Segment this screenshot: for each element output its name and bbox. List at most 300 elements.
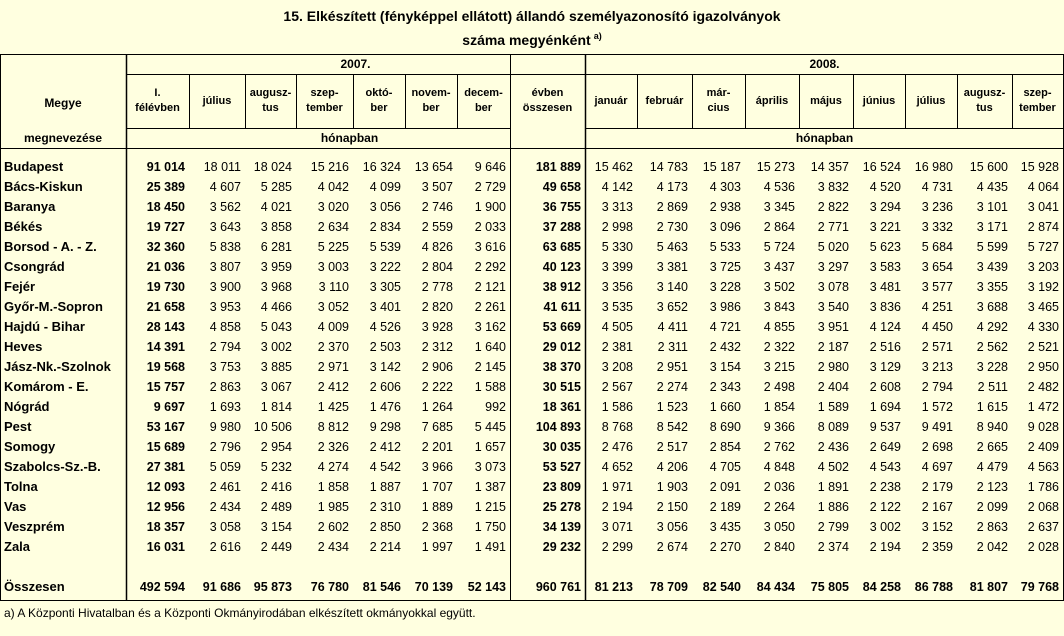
first-half-value: 12 956 (146, 500, 185, 514)
month-value: 2 461 (209, 480, 241, 494)
first-half-value: 21 036 (146, 260, 185, 274)
month-value: 4 274 (317, 460, 349, 474)
month-value: 2 794 (921, 380, 953, 394)
month-value: 1 615 (976, 400, 1008, 414)
month-value: 1 660 (709, 400, 741, 414)
month-value: 3 832 (817, 180, 849, 194)
month-2008-header-text: február (645, 94, 684, 107)
month-value: 2 409 (1027, 440, 1059, 454)
month-value: 3 222 (369, 260, 401, 274)
first-half-value: 19 568 (146, 360, 185, 374)
month-value: 2 434 (209, 500, 241, 514)
month-value: 5 330 (601, 240, 633, 254)
month-value: 3 507 (421, 180, 453, 194)
month-value: 2 434 (317, 540, 349, 554)
honapban-2007-header-text: hónapban (320, 130, 379, 145)
month-value: 3 002 (260, 340, 292, 354)
month-value: 16 324 (362, 160, 401, 174)
first-half-value: 27 381 (146, 460, 185, 474)
month-value: 2 274 (656, 380, 688, 394)
megye-header: Megye (44, 95, 82, 110)
month-value: 4 848 (763, 460, 795, 474)
month-value: 1 889 (421, 500, 453, 514)
table-row (0, 197, 1064, 217)
first-half-value: 15 757 (146, 380, 185, 394)
month-value: 9 491 (921, 420, 953, 434)
month-value: 4 855 (763, 320, 795, 334)
month-value: 84 258 (862, 580, 901, 594)
month-value: 78 709 (649, 580, 688, 594)
month-value: 2 608 (869, 380, 901, 394)
first-half-header (126, 74, 189, 128)
month-value: 2 906 (421, 360, 453, 374)
month-value: 1 264 (421, 400, 453, 414)
month-value: 5 232 (260, 460, 292, 474)
county-name: Nógrád (4, 399, 50, 414)
month-value: 5 623 (869, 240, 901, 254)
month-value: 3 836 (869, 300, 901, 314)
year-total-value: 40 123 (542, 260, 581, 274)
month-2008-header-text: cius (707, 102, 730, 114)
month-2007-header (189, 74, 245, 128)
month-value: 2 179 (921, 480, 953, 494)
year-total-value: 37 288 (542, 220, 581, 234)
month-value: 2 517 (656, 440, 688, 454)
month-value: 2 606 (369, 380, 401, 394)
month-value: 2 404 (817, 380, 849, 394)
month-value: 81 546 (362, 580, 401, 594)
month-value: 4 520 (869, 180, 901, 194)
month-value: 2 370 (317, 340, 349, 354)
month-value: 2 938 (709, 200, 741, 214)
month-value: 9 366 (763, 420, 795, 434)
month-value: 2 771 (817, 220, 849, 234)
month-value: 3 900 (209, 280, 241, 294)
month-2007-header-text: novem- (411, 87, 451, 99)
first-half-value: 91 014 (146, 160, 185, 174)
month-value: 2 482 (1027, 380, 1059, 394)
month-value: 9 537 (869, 420, 901, 434)
month-value: 1 387 (474, 480, 506, 494)
month-value: 4 502 (817, 460, 849, 474)
county-name: Borsod - A. - Z. (4, 239, 97, 254)
year-total-value: 18 361 (542, 400, 581, 414)
first-half-value: 14 391 (146, 340, 185, 354)
month-value: 4 021 (260, 200, 292, 214)
month-value: 4 042 (317, 180, 349, 194)
year-total-value: 23 809 (542, 480, 581, 494)
month-value: 1 786 (1027, 480, 1059, 494)
month-value: 2 854 (709, 440, 741, 454)
month-value: 9 298 (369, 420, 401, 434)
month-value: 2 864 (763, 220, 795, 234)
month-value: 75 805 (810, 580, 849, 594)
month-2007-header-text: tember (306, 102, 343, 114)
month-value: 3 215 (763, 360, 795, 374)
month-value: 8 089 (817, 420, 849, 434)
month-value: 1 903 (656, 480, 688, 494)
month-value: 2 804 (421, 260, 453, 274)
month-value: 2 863 (209, 380, 241, 394)
month-value: 2 698 (921, 440, 953, 454)
year-total-value: 25 278 (542, 500, 581, 514)
month-value: 1 693 (209, 400, 241, 414)
month-value: 5 463 (656, 240, 688, 254)
table-row (0, 537, 1064, 557)
month-value: 3 652 (656, 300, 688, 314)
month-2008-header (853, 74, 905, 128)
month-value: 3 171 (976, 220, 1008, 234)
month-value: 8 690 (709, 420, 741, 434)
month-value: 5 539 (369, 240, 401, 254)
month-value: 3 208 (601, 360, 633, 374)
month-value: 2 449 (260, 540, 292, 554)
month-value: 2 368 (421, 520, 453, 534)
month-value: 4 411 (657, 320, 688, 334)
month-2008-header-text: május (810, 94, 842, 107)
first-half-value: 16 031 (146, 540, 185, 554)
month-value: 3 071 (601, 520, 633, 534)
year-total-header (510, 74, 585, 128)
month-value: 3 688 (976, 300, 1008, 314)
month-value: 3 435 (709, 520, 741, 534)
year-total-value: 30 035 (542, 440, 581, 454)
year-total-value: 49 658 (542, 180, 581, 194)
year-total-value: 960 761 (535, 580, 581, 594)
month-value: 91 686 (202, 580, 241, 594)
month-value: 2 201 (421, 440, 453, 454)
month-value: 3 154 (709, 360, 741, 374)
county-name: Békés (4, 219, 43, 234)
month-2007-header-text: októ- (365, 87, 393, 99)
honapban-2007-header (189, 128, 510, 148)
month-value: 4 607 (209, 180, 241, 194)
month-value: 2 187 (817, 340, 849, 354)
table-title: 15. Elkészített (fényképpel ellátott) állandó személyazonosító igazolványok (283, 8, 781, 24)
year-total-value: 34 139 (542, 520, 581, 534)
month-value: 1 491 (474, 540, 506, 554)
table-row (0, 417, 1064, 437)
month-value: 2 189 (709, 500, 741, 514)
month-2007-header-text: ber (422, 102, 440, 114)
month-2008-header-text: január (594, 94, 628, 107)
month-value: 4 697 (921, 460, 953, 474)
month-value: 2 036 (763, 480, 795, 494)
month-value: 7 685 (421, 420, 453, 434)
first-half-value: 21 658 (146, 300, 185, 314)
honapban-2008-header-text: hónapban (795, 130, 854, 145)
county-name: Győr-M.-Sopron (4, 299, 103, 314)
month-value: 1 900 (474, 200, 506, 214)
month-value: 2 571 (921, 340, 953, 354)
month-value: 3 067 (260, 380, 292, 394)
month-value: 2 665 (976, 440, 1008, 454)
month-value: 3 192 (1027, 280, 1059, 294)
month-value: 2 954 (260, 440, 292, 454)
month-value: 2 567 (601, 380, 633, 394)
table-row (0, 357, 1064, 377)
first-half-value: 18 357 (146, 520, 185, 534)
month-value: 8 812 (317, 420, 349, 434)
month-value: 992 (485, 400, 506, 414)
month-value: 2 299 (601, 540, 633, 554)
year-total-value: 38 912 (542, 280, 581, 294)
month-value: 2 310 (369, 500, 401, 514)
month-value: 3 439 (976, 260, 1008, 274)
month-value: 2 863 (976, 520, 1008, 534)
month-2008-header-text: április (755, 94, 789, 107)
month-value: 3 213 (921, 360, 953, 374)
year-total-header-text: évben (531, 87, 564, 99)
month-value: 4 721 (709, 320, 741, 334)
table-row (0, 277, 1064, 297)
month-value: 3 753 (209, 360, 241, 374)
table-row (0, 297, 1064, 317)
year-2008-header-text: 2008. (809, 56, 840, 71)
month-value: 5 684 (921, 240, 953, 254)
table-row (0, 517, 1064, 537)
county-name: Fejér (4, 279, 36, 294)
month-value: 3 986 (709, 300, 741, 314)
month-value: 4 206 (656, 460, 688, 474)
month-value: 3 140 (656, 280, 688, 294)
month-value: 3 540 (817, 300, 849, 314)
month-value: 4 826 (421, 240, 453, 254)
month-value: 18 024 (253, 160, 292, 174)
month-value: 3 885 (260, 360, 292, 374)
month-value: 1 588 (474, 380, 506, 394)
month-value: 4 526 (369, 320, 401, 334)
month-value: 3 381 (656, 260, 688, 274)
month-value: 2 028 (1027, 540, 1059, 554)
month-value: 2 145 (474, 360, 506, 374)
county-name: Bács-Kiskun (4, 179, 83, 194)
table-row (0, 457, 1064, 477)
month-value: 4 124 (869, 320, 901, 334)
month-value: 81 807 (969, 580, 1008, 594)
month-value: 1 589 (817, 400, 849, 414)
month-2008-header-text: tus (976, 102, 993, 114)
month-value: 2 476 (601, 440, 633, 454)
month-value: 3 056 (369, 200, 401, 214)
year-total-value: 41 611 (543, 300, 581, 314)
month-value: 2 033 (474, 220, 506, 234)
month-value: 1 694 (869, 400, 901, 414)
month-value: 4 542 (369, 460, 401, 474)
month-value: 3 078 (817, 280, 849, 294)
month-2007-header (457, 74, 510, 128)
month-value: 15 216 (310, 160, 349, 174)
month-value: 8 542 (656, 420, 688, 434)
month-value: 5 838 (209, 240, 241, 254)
first-half-value: 18 450 (146, 200, 185, 214)
month-value: 3 050 (763, 520, 795, 534)
month-value: 4 292 (976, 320, 1008, 334)
table-row (0, 397, 1064, 417)
month-2008-header-text: tember (1019, 102, 1056, 114)
county-name: Veszprém (4, 519, 65, 534)
month-2007-header (405, 74, 457, 128)
month-2007-header-text: ber (474, 102, 493, 114)
month-value: 2 762 (763, 440, 795, 454)
month-value: 2 412 (369, 440, 401, 454)
month-value: 9 980 (209, 420, 241, 434)
month-value: 2 602 (317, 520, 349, 534)
month-value: 2 616 (209, 540, 241, 554)
month-value: 5 599 (976, 240, 1008, 254)
month-value: 4 450 (921, 320, 953, 334)
year-2008-header (585, 54, 1064, 74)
month-2007-header-text: tus (262, 102, 279, 114)
month-value: 2 121 (474, 280, 506, 294)
month-value: 2 998 (601, 220, 633, 234)
month-2008-header (1012, 74, 1063, 128)
month-value: 2 436 (817, 440, 849, 454)
month-value: 9 646 (474, 160, 506, 174)
month-value: 14 783 (649, 160, 688, 174)
month-value: 3 228 (976, 360, 1008, 374)
month-value: 3 356 (601, 280, 633, 294)
month-value: 3 129 (869, 360, 901, 374)
county-name: Vas (4, 499, 27, 514)
month-value: 1 472 (1027, 400, 1059, 414)
month-value: 2 498 (763, 380, 795, 394)
month-value: 5 059 (209, 460, 241, 474)
year-total-value: 181 889 (535, 160, 581, 174)
month-value: 3 203 (1027, 260, 1059, 274)
month-value: 2 730 (656, 220, 688, 234)
month-value: 3 577 (921, 280, 953, 294)
month-value: 2 311 (657, 340, 688, 354)
table-row (0, 217, 1064, 237)
month-value: 2 122 (869, 500, 901, 514)
month-value: 2 778 (421, 280, 453, 294)
month-value: 2 637 (1027, 520, 1059, 534)
first-half-value: 19 730 (146, 280, 185, 294)
first-half-value: 12 093 (146, 480, 185, 494)
month-value: 2 068 (1027, 500, 1059, 514)
year-total-value: 36 755 (542, 200, 581, 214)
month-value: 16 980 (914, 160, 953, 174)
total-row (0, 577, 1064, 597)
month-value: 1 985 (317, 500, 349, 514)
month-value: 5 727 (1027, 240, 1059, 254)
month-value: 3 843 (763, 300, 795, 314)
month-value: 2 980 (817, 360, 849, 374)
month-value: 3 052 (317, 300, 349, 314)
county-name: Komárom - E. (4, 379, 89, 394)
month-value: 2 312 (421, 340, 453, 354)
year-total-value: 104 893 (535, 420, 581, 434)
month-value: 2 194 (601, 500, 633, 514)
county-name: Budapest (4, 159, 64, 174)
month-value: 2 167 (921, 500, 953, 514)
month-value: 3 056 (656, 520, 688, 534)
table-footnote: a) A Központi Hivatalban és a Központi Okmányirodában elkészített okmányokkal együtt. (4, 606, 476, 620)
month-value: 3 313 (601, 200, 633, 214)
county-name: Pest (4, 419, 32, 434)
month-value: 2 971 (317, 360, 349, 374)
month-2007-header-text: július (202, 94, 232, 107)
county-name: Baranya (4, 199, 56, 214)
month-value: 2 099 (976, 500, 1008, 514)
year-total-value: 29 012 (542, 340, 581, 354)
month-value: 1 854 (763, 400, 795, 414)
month-value: 2 822 (817, 200, 849, 214)
month-value: 2 091 (709, 480, 741, 494)
year-2007-header (126, 54, 585, 74)
month-value: 2 381 (601, 340, 633, 354)
county-name: Somogy (4, 439, 56, 454)
table-row (0, 497, 1064, 517)
first-half-value: 19 727 (146, 220, 185, 234)
month-value: 2 261 (474, 300, 506, 314)
month-value: 5 285 (260, 180, 292, 194)
month-value: 4 731 (921, 180, 953, 194)
month-value: 5 724 (763, 240, 795, 254)
table-row (0, 157, 1064, 177)
megnevezese-header: megnevezése (23, 130, 103, 145)
month-value: 2 850 (369, 520, 401, 534)
first-half-value: 32 360 (146, 240, 185, 254)
month-value: 1 476 (369, 400, 401, 414)
county-name: Zala (4, 539, 31, 554)
month-value: 2 214 (369, 540, 401, 554)
month-value: 2 432 (709, 340, 741, 354)
month-value: 3 535 (601, 300, 633, 314)
county-name: Összesen (4, 579, 65, 594)
table-title-line2 (0, 31, 1064, 48)
table-row (0, 437, 1064, 457)
month-value: 2 674 (656, 540, 688, 554)
county-name: Jász-Nk.-Szolnok (4, 359, 111, 374)
month-value: 2 194 (869, 540, 901, 554)
month-value: 3 152 (921, 520, 953, 534)
month-value: 4 009 (317, 320, 349, 334)
month-value: 3 041 (1027, 200, 1059, 214)
month-value: 2 516 (869, 340, 901, 354)
month-value: 4 466 (260, 300, 292, 314)
year-2007-header-text: 2007. (340, 56, 371, 71)
month-2007-header (353, 74, 405, 128)
table-row (0, 237, 1064, 257)
month-value: 4 251 (921, 300, 953, 314)
month-2007-header (245, 74, 296, 128)
month-value: 52 143 (467, 580, 506, 594)
honapban-2008-header (585, 128, 1064, 148)
month-2008-header (745, 74, 799, 128)
month-value: 2 562 (976, 340, 1008, 354)
month-value: 3 959 (260, 260, 292, 274)
month-value: 4 173 (656, 180, 688, 194)
year-total-header-text: összesen (522, 102, 573, 114)
month-value: 3 465 (1027, 300, 1059, 314)
table-row (0, 257, 1064, 277)
first-half-value: 28 143 (146, 320, 185, 334)
month-value: 4 330 (1027, 320, 1059, 334)
month-value: 2 326 (317, 440, 349, 454)
year-total-value: 53 669 (542, 320, 581, 334)
month-2008-header (585, 74, 637, 128)
month-value: 2 042 (976, 540, 1008, 554)
month-value: 5 043 (260, 320, 292, 334)
month-value: 18 011 (203, 160, 241, 174)
month-value: 2 729 (474, 180, 506, 194)
month-value: 2 270 (709, 540, 741, 554)
month-value: 5 445 (474, 420, 506, 434)
month-value: 2 834 (369, 220, 401, 234)
month-value: 1 750 (474, 520, 506, 534)
